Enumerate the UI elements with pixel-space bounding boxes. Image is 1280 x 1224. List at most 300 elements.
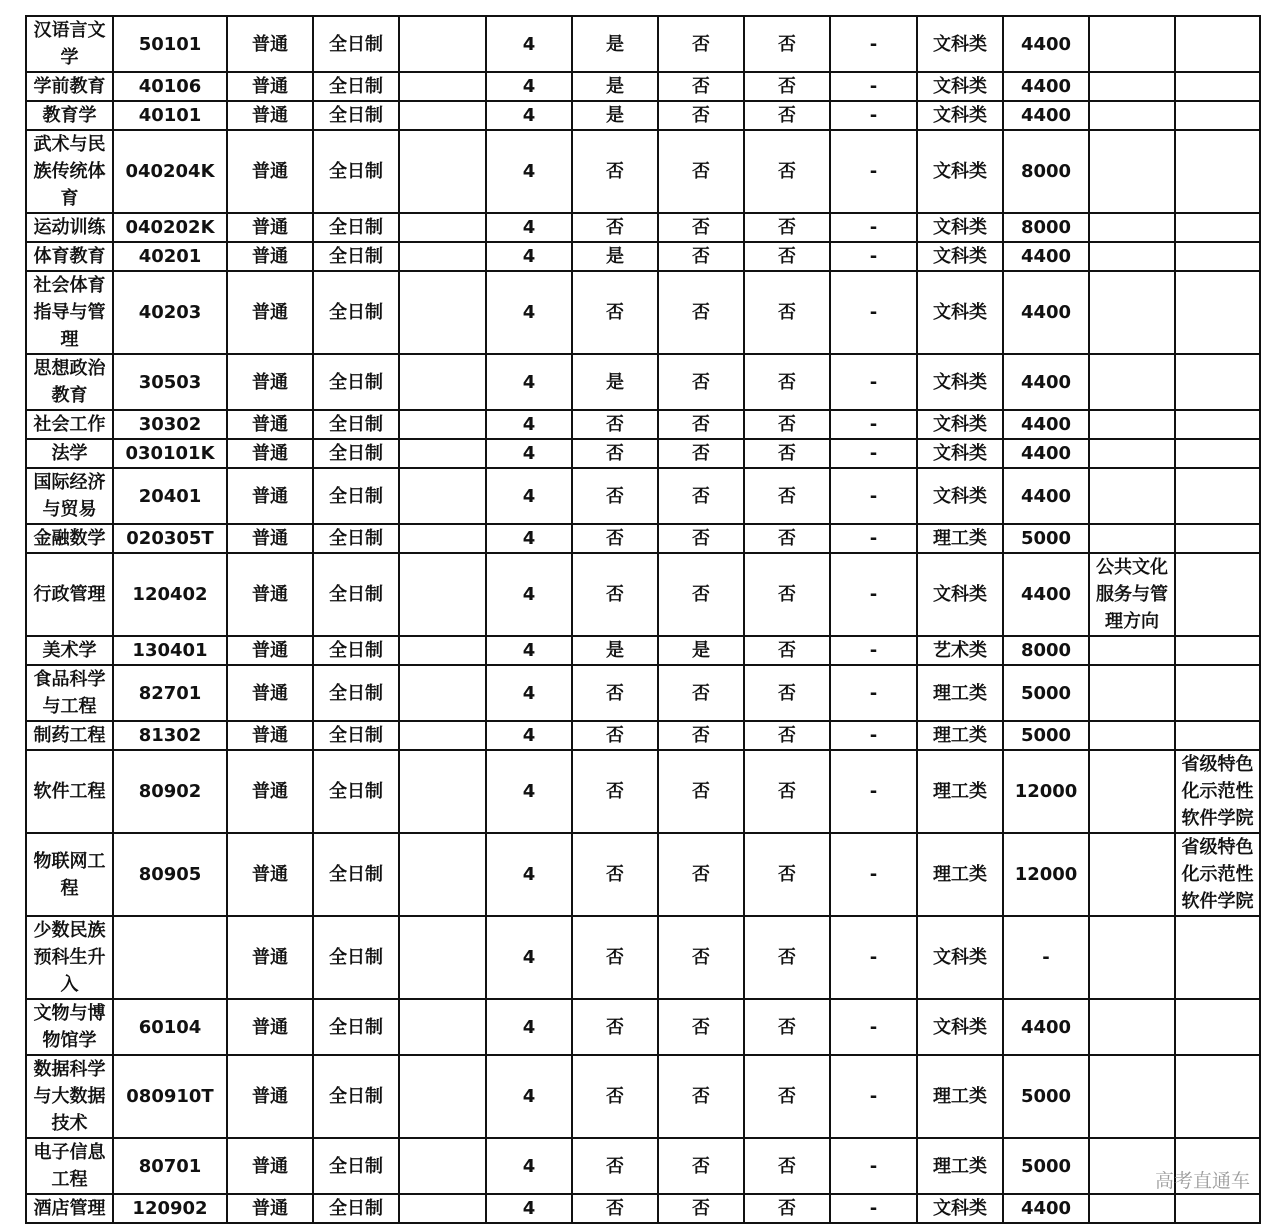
cell-flag-a: 否: [572, 213, 658, 242]
cell-flag-a: 否: [572, 410, 658, 439]
cell-subject-type: 理工类: [917, 665, 1003, 721]
table-row: [26, 999, 1260, 1055]
cell-dash-col: -: [830, 999, 917, 1055]
cell-duration: 4: [486, 72, 572, 101]
cell-tuition: 4400: [1003, 999, 1089, 1055]
cell-study-mode: 全日制: [313, 833, 399, 916]
cell-duration: 4: [486, 1194, 572, 1223]
cell-blank-col: [399, 16, 486, 72]
cell-major-code: 080910T: [113, 1055, 227, 1138]
cell-major-code: 040202K: [113, 213, 227, 242]
table-row: [26, 354, 1260, 410]
cell-blank-col: [399, 721, 486, 750]
table-row: [26, 410, 1260, 439]
cell-blank-col: [399, 130, 486, 213]
cell-major-name: 文物与博物馆学: [26, 999, 113, 1055]
cell-major-name: 教育学: [26, 101, 113, 130]
cell-flag-c: 否: [744, 524, 830, 553]
cell-major-code: 80701: [113, 1138, 227, 1194]
cell-study-mode: 全日制: [313, 439, 399, 468]
cell-remark: [1175, 16, 1260, 72]
cell-flag-a: 是: [572, 101, 658, 130]
cell-tuition: 8000: [1003, 636, 1089, 665]
cell-blank-col: [399, 916, 486, 999]
cell-dash-col: -: [830, 213, 917, 242]
cell-duration: 4: [486, 439, 572, 468]
cell-category: 普通: [227, 271, 313, 354]
cell-flag-a: 是: [572, 354, 658, 410]
cell-dash-col: -: [830, 721, 917, 750]
cell-subject-type: 文科类: [917, 16, 1003, 72]
cell-flag-a: 否: [572, 468, 658, 524]
cell-remark: [1175, 916, 1260, 999]
cell-subject-type: 理工类: [917, 750, 1003, 833]
cell-direction-note: [1089, 721, 1175, 750]
cell-dash-col: -: [830, 468, 917, 524]
cell-direction-note: [1089, 750, 1175, 833]
cell-blank-col: [399, 354, 486, 410]
cell-direction-note: [1089, 1194, 1175, 1223]
cell-major-name: 行政管理: [26, 553, 113, 636]
cell-flag-a: 否: [572, 1194, 658, 1223]
cell-study-mode: 全日制: [313, 271, 399, 354]
cell-flag-a: 是: [572, 636, 658, 665]
cell-flag-c: 否: [744, 101, 830, 130]
cell-dash-col: -: [830, 130, 917, 213]
cell-flag-c: 否: [744, 242, 830, 271]
cell-major-code: 80905: [113, 833, 227, 916]
cell-flag-c: 否: [744, 636, 830, 665]
cell-tuition: 5000: [1003, 524, 1089, 553]
cell-dash-col: -: [830, 354, 917, 410]
cell-tuition: 12000: [1003, 833, 1089, 916]
cell-subject-type: 文科类: [917, 354, 1003, 410]
cell-tuition: 4400: [1003, 468, 1089, 524]
cell-major-code: 40201: [113, 242, 227, 271]
cell-duration: 4: [486, 750, 572, 833]
cell-tuition: 4400: [1003, 101, 1089, 130]
cell-remark: [1175, 242, 1260, 271]
cell-remark: [1175, 1055, 1260, 1138]
cell-category: 普通: [227, 721, 313, 750]
cell-dash-col: -: [830, 916, 917, 999]
cell-subject-type: 理工类: [917, 833, 1003, 916]
cell-flag-b: 否: [658, 439, 744, 468]
cell-blank-col: [399, 1138, 486, 1194]
cell-flag-a: 否: [572, 665, 658, 721]
cell-major-code: 030101K: [113, 439, 227, 468]
cell-major-name: 体育教育: [26, 242, 113, 271]
cell-duration: 4: [486, 213, 572, 242]
cell-flag-b: 否: [658, 524, 744, 553]
cell-flag-c: 否: [744, 1194, 830, 1223]
cell-dash-col: -: [830, 72, 917, 101]
cell-blank-col: [399, 553, 486, 636]
cell-blank-col: [399, 1055, 486, 1138]
cell-flag-c: 否: [744, 553, 830, 636]
cell-flag-b: 否: [658, 410, 744, 439]
cell-flag-b: 否: [658, 16, 744, 72]
cell-study-mode: 全日制: [313, 410, 399, 439]
cell-major-code: 30503: [113, 354, 227, 410]
cell-direction-note: [1089, 213, 1175, 242]
cell-major-name: 数据科学与大数据技术: [26, 1055, 113, 1138]
cell-direction-note: [1089, 524, 1175, 553]
cell-category: 普通: [227, 213, 313, 242]
cell-study-mode: 全日制: [313, 553, 399, 636]
cell-major-code: 040204K: [113, 130, 227, 213]
cell-tuition: 4400: [1003, 72, 1089, 101]
cell-major-code: 120402: [113, 553, 227, 636]
cell-duration: 4: [486, 468, 572, 524]
cell-flag-a: 否: [572, 130, 658, 213]
cell-duration: 4: [486, 553, 572, 636]
cell-category: 普通: [227, 468, 313, 524]
cell-dash-col: -: [830, 553, 917, 636]
cell-flag-b: 否: [658, 72, 744, 101]
cell-category: 普通: [227, 1194, 313, 1223]
table-row: [26, 101, 1260, 130]
cell-major-name: 软件工程: [26, 750, 113, 833]
table-row: [26, 213, 1260, 242]
cell-flag-c: 否: [744, 213, 830, 242]
cell-category: 普通: [227, 101, 313, 130]
cell-subject-type: 艺术类: [917, 636, 1003, 665]
cell-major-code: 30302: [113, 410, 227, 439]
table-row: [26, 242, 1260, 271]
cell-major-name: 汉语言文学: [26, 16, 113, 72]
cell-major-name: 国际经济与贸易: [26, 468, 113, 524]
cell-dash-col: -: [830, 1194, 917, 1223]
table-body: [26, 16, 1260, 1223]
cell-flag-b: 否: [658, 101, 744, 130]
cell-subject-type: 文科类: [917, 271, 1003, 354]
cell-category: 普通: [227, 833, 313, 916]
cell-blank-col: [399, 1194, 486, 1223]
cell-duration: 4: [486, 130, 572, 213]
cell-subject-type: 理工类: [917, 1138, 1003, 1194]
cell-study-mode: 全日制: [313, 636, 399, 665]
cell-remark: [1175, 72, 1260, 101]
cell-duration: 4: [486, 636, 572, 665]
cell-flag-b: 否: [658, 999, 744, 1055]
cell-remark: [1175, 665, 1260, 721]
cell-flag-b: 否: [658, 553, 744, 636]
cell-study-mode: 全日制: [313, 524, 399, 553]
cell-flag-c: 否: [744, 999, 830, 1055]
cell-duration: 4: [486, 271, 572, 354]
cell-flag-b: 否: [658, 130, 744, 213]
cell-dash-col: -: [830, 1055, 917, 1138]
cell-study-mode: 全日制: [313, 750, 399, 833]
cell-major-code: 40203: [113, 271, 227, 354]
cell-remark: [1175, 354, 1260, 410]
cell-dash-col: -: [830, 101, 917, 130]
cell-dash-col: -: [830, 439, 917, 468]
cell-tuition: 5000: [1003, 1138, 1089, 1194]
cell-major-code: 82701: [113, 665, 227, 721]
cell-flag-a: 否: [572, 524, 658, 553]
cell-category: 普通: [227, 354, 313, 410]
cell-flag-c: 否: [744, 130, 830, 213]
cell-subject-type: 文科类: [917, 101, 1003, 130]
cell-direction-note: [1089, 354, 1175, 410]
cell-flag-b: 否: [658, 354, 744, 410]
cell-flag-c: 否: [744, 72, 830, 101]
table-row: [26, 553, 1260, 636]
cell-tuition: 4400: [1003, 271, 1089, 354]
cell-major-name: 学前教育: [26, 72, 113, 101]
cell-direction-note: [1089, 271, 1175, 354]
cell-study-mode: 全日制: [313, 1194, 399, 1223]
cell-flag-c: 否: [744, 1138, 830, 1194]
cell-duration: 4: [486, 999, 572, 1055]
cell-direction-note: [1089, 72, 1175, 101]
cell-dash-col: -: [830, 410, 917, 439]
cell-flag-b: 否: [658, 1055, 744, 1138]
cell-direction-note: [1089, 410, 1175, 439]
cell-duration: 4: [486, 665, 572, 721]
cell-blank-col: [399, 101, 486, 130]
cell-flag-c: 否: [744, 1055, 830, 1138]
cell-duration: 4: [486, 1138, 572, 1194]
cell-tuition: 4400: [1003, 410, 1089, 439]
cell-flag-c: 否: [744, 665, 830, 721]
cell-flag-c: 否: [744, 468, 830, 524]
cell-tuition: 5000: [1003, 721, 1089, 750]
cell-remark: [1175, 468, 1260, 524]
cell-category: 普通: [227, 636, 313, 665]
cell-direction-note: 公共文化服务与管理方向: [1089, 553, 1175, 636]
cell-flag-a: 否: [572, 1055, 658, 1138]
cell-duration: 4: [486, 524, 572, 553]
cell-tuition: 12000: [1003, 750, 1089, 833]
cell-major-code: 40106: [113, 72, 227, 101]
cell-flag-c: 否: [744, 354, 830, 410]
cell-remark: [1175, 1194, 1260, 1223]
table-row: [26, 271, 1260, 354]
cell-category: 普通: [227, 665, 313, 721]
cell-major-code: 60104: [113, 999, 227, 1055]
cell-duration: 4: [486, 410, 572, 439]
cell-duration: 4: [486, 354, 572, 410]
cell-direction-note: [1089, 16, 1175, 72]
cell-flag-a: 否: [572, 553, 658, 636]
cell-study-mode: 全日制: [313, 72, 399, 101]
cell-dash-col: -: [830, 524, 917, 553]
cell-study-mode: 全日制: [313, 999, 399, 1055]
cell-duration: 4: [486, 1055, 572, 1138]
cell-study-mode: 全日制: [313, 16, 399, 72]
cell-tuition: 4400: [1003, 553, 1089, 636]
table-row: [26, 439, 1260, 468]
cell-subject-type: 理工类: [917, 1055, 1003, 1138]
cell-direction-note: [1089, 833, 1175, 916]
table-row: [26, 524, 1260, 553]
cell-subject-type: 文科类: [917, 999, 1003, 1055]
cell-category: 普通: [227, 16, 313, 72]
table-row: [26, 636, 1260, 665]
cell-blank-col: [399, 271, 486, 354]
cell-major-code: 020305T: [113, 524, 227, 553]
cell-dash-col: -: [830, 1138, 917, 1194]
cell-blank-col: [399, 468, 486, 524]
cell-subject-type: 文科类: [917, 553, 1003, 636]
table-row: [26, 72, 1260, 101]
cell-study-mode: 全日制: [313, 1138, 399, 1194]
cell-dash-col: -: [830, 833, 917, 916]
cell-tuition: 4400: [1003, 354, 1089, 410]
cell-study-mode: 全日制: [313, 1055, 399, 1138]
cell-direction-note: [1089, 242, 1175, 271]
cell-tuition: 8000: [1003, 130, 1089, 213]
cell-flag-a: 否: [572, 439, 658, 468]
cell-category: 普通: [227, 553, 313, 636]
cell-flag-b: 否: [658, 242, 744, 271]
cell-blank-col: [399, 665, 486, 721]
cell-flag-b: 否: [658, 1194, 744, 1223]
cell-category: 普通: [227, 750, 313, 833]
cell-blank-col: [399, 242, 486, 271]
table-row: [26, 130, 1260, 213]
cell-flag-a: 否: [572, 750, 658, 833]
cell-tuition: 4400: [1003, 16, 1089, 72]
cell-subject-type: 文科类: [917, 468, 1003, 524]
cell-duration: 4: [486, 721, 572, 750]
cell-dash-col: -: [830, 665, 917, 721]
cell-duration: 4: [486, 101, 572, 130]
cell-subject-type: 文科类: [917, 213, 1003, 242]
cell-major-name: 运动训练: [26, 213, 113, 242]
cell-flag-b: 否: [658, 213, 744, 242]
cell-remark: [1175, 130, 1260, 213]
cell-major-code: 40101: [113, 101, 227, 130]
cell-category: 普通: [227, 1138, 313, 1194]
cell-flag-b: 是: [658, 636, 744, 665]
cell-direction-note: [1089, 916, 1175, 999]
cell-subject-type: 文科类: [917, 72, 1003, 101]
cell-flag-c: 否: [744, 833, 830, 916]
cell-major-name: 少数民族预科生升入: [26, 916, 113, 999]
cell-major-name: 金融数学: [26, 524, 113, 553]
cell-flag-a: 是: [572, 72, 658, 101]
table-row: [26, 1055, 1260, 1138]
cell-duration: 4: [486, 916, 572, 999]
cell-flag-c: 否: [744, 410, 830, 439]
cell-subject-type: 文科类: [917, 242, 1003, 271]
cell-remark: [1175, 213, 1260, 242]
cell-study-mode: 全日制: [313, 101, 399, 130]
cell-dash-col: -: [830, 750, 917, 833]
cell-blank-col: [399, 72, 486, 101]
cell-major-code: 50101: [113, 16, 227, 72]
cell-flag-a: 否: [572, 999, 658, 1055]
cell-study-mode: 全日制: [313, 354, 399, 410]
cell-study-mode: 全日制: [313, 213, 399, 242]
cell-tuition: 4400: [1003, 242, 1089, 271]
cell-study-mode: 全日制: [313, 468, 399, 524]
cell-major-code: 20401: [113, 468, 227, 524]
cell-blank-col: [399, 636, 486, 665]
cell-major-code: 120902: [113, 1194, 227, 1223]
cell-major-name: 物联网工程: [26, 833, 113, 916]
cell-remark: [1175, 101, 1260, 130]
cell-major-name: 美术学: [26, 636, 113, 665]
cell-direction-note: [1089, 665, 1175, 721]
cell-flag-b: 否: [658, 271, 744, 354]
cell-subject-type: 文科类: [917, 916, 1003, 999]
cell-flag-c: 否: [744, 750, 830, 833]
cell-category: 普通: [227, 916, 313, 999]
cell-remark: [1175, 553, 1260, 636]
cell-remark: [1175, 410, 1260, 439]
cell-duration: 4: [486, 242, 572, 271]
cell-blank-col: [399, 524, 486, 553]
cell-flag-c: 否: [744, 439, 830, 468]
cell-flag-a: 是: [572, 242, 658, 271]
cell-flag-b: 否: [658, 721, 744, 750]
cell-subject-type: 文科类: [917, 410, 1003, 439]
table-row: [26, 665, 1260, 721]
cell-blank-col: [399, 439, 486, 468]
cell-flag-a: 否: [572, 271, 658, 354]
cell-category: 普通: [227, 1055, 313, 1138]
cell-category: 普通: [227, 999, 313, 1055]
cell-category: 普通: [227, 130, 313, 213]
cell-remark: [1175, 636, 1260, 665]
cell-flag-c: 否: [744, 721, 830, 750]
cell-major-name: 法学: [26, 439, 113, 468]
cell-blank-col: [399, 750, 486, 833]
cell-major-name: 武术与民族传统体育: [26, 130, 113, 213]
cell-remark: 省级特色化示范性软件学院: [1175, 833, 1260, 916]
cell-flag-a: 否: [572, 1138, 658, 1194]
watermark-text: 高考直通车: [1154, 1170, 1250, 1192]
majors-table: [25, 15, 1261, 1224]
cell-remark: [1175, 721, 1260, 750]
cell-flag-a: 否: [572, 916, 658, 999]
cell-flag-a: 否: [572, 833, 658, 916]
cell-dash-col: -: [830, 271, 917, 354]
cell-flag-c: 否: [744, 916, 830, 999]
table-row: [26, 833, 1260, 916]
cell-subject-type: 文科类: [917, 130, 1003, 213]
cell-major-name: 制药工程: [26, 721, 113, 750]
cell-tuition: 8000: [1003, 213, 1089, 242]
table-row: [26, 916, 1260, 999]
cell-subject-type: 理工类: [917, 721, 1003, 750]
table-row: [26, 1138, 1260, 1194]
cell-direction-note: [1089, 999, 1175, 1055]
cell-blank-col: [399, 213, 486, 242]
cell-major-name: 思想政治教育: [26, 354, 113, 410]
cell-subject-type: 文科类: [917, 1194, 1003, 1223]
cell-major-name: 酒店管理: [26, 1194, 113, 1223]
cell-remark: [1175, 439, 1260, 468]
cell-flag-b: 否: [658, 665, 744, 721]
cell-direction-note: [1089, 439, 1175, 468]
cell-major-code: 80902: [113, 750, 227, 833]
cell-flag-a: 否: [572, 721, 658, 750]
cell-category: 普通: [227, 524, 313, 553]
table-row: [26, 16, 1260, 72]
cell-dash-col: -: [830, 16, 917, 72]
cell-flag-c: 否: [744, 16, 830, 72]
cell-study-mode: 全日制: [313, 665, 399, 721]
cell-major-name: 社会工作: [26, 410, 113, 439]
cell-flag-b: 否: [658, 1138, 744, 1194]
cell-duration: 4: [486, 833, 572, 916]
